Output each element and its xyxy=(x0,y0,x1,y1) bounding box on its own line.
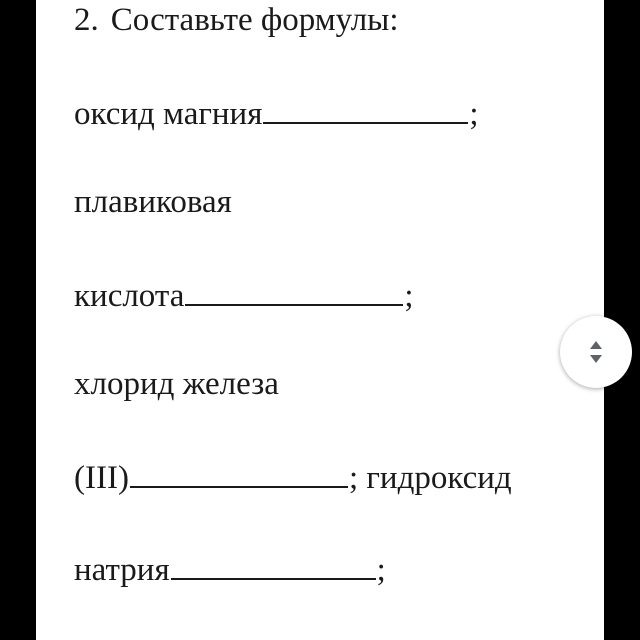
line-end: ; xyxy=(404,278,414,314)
compound-name: оксид магния xyxy=(74,96,263,132)
scroll-handle[interactable] xyxy=(560,316,632,388)
up-down-arrows-icon xyxy=(589,339,603,365)
answer-blank[interactable] xyxy=(185,274,403,306)
line-end: ; гидроксид xyxy=(348,460,512,496)
compound-name: кислота xyxy=(74,278,185,314)
line-end: ; xyxy=(469,96,479,132)
formula-line-magnesium-oxide xyxy=(74,92,479,134)
compound-name: натрия xyxy=(74,552,170,588)
formula-line-sodium xyxy=(74,548,386,590)
formula-line-acid xyxy=(74,274,414,316)
document-page xyxy=(36,0,604,640)
answer-blank[interactable] xyxy=(263,92,468,124)
formula-line-hydrofluoric xyxy=(74,182,232,222)
formula-line-iron-iii xyxy=(74,456,512,498)
task-number: 2. xyxy=(74,2,99,38)
answer-blank[interactable] xyxy=(130,456,348,488)
task-heading xyxy=(74,0,399,40)
compound-name: плавиковая xyxy=(74,184,232,220)
task-title: Составьте формулы: xyxy=(110,2,399,38)
compound-name: (III) xyxy=(74,460,129,496)
formula-line-iron-chloride xyxy=(74,364,279,404)
line-end: ; xyxy=(376,552,386,588)
answer-blank[interactable] xyxy=(171,548,376,580)
compound-name: хлорид железа xyxy=(74,366,279,402)
